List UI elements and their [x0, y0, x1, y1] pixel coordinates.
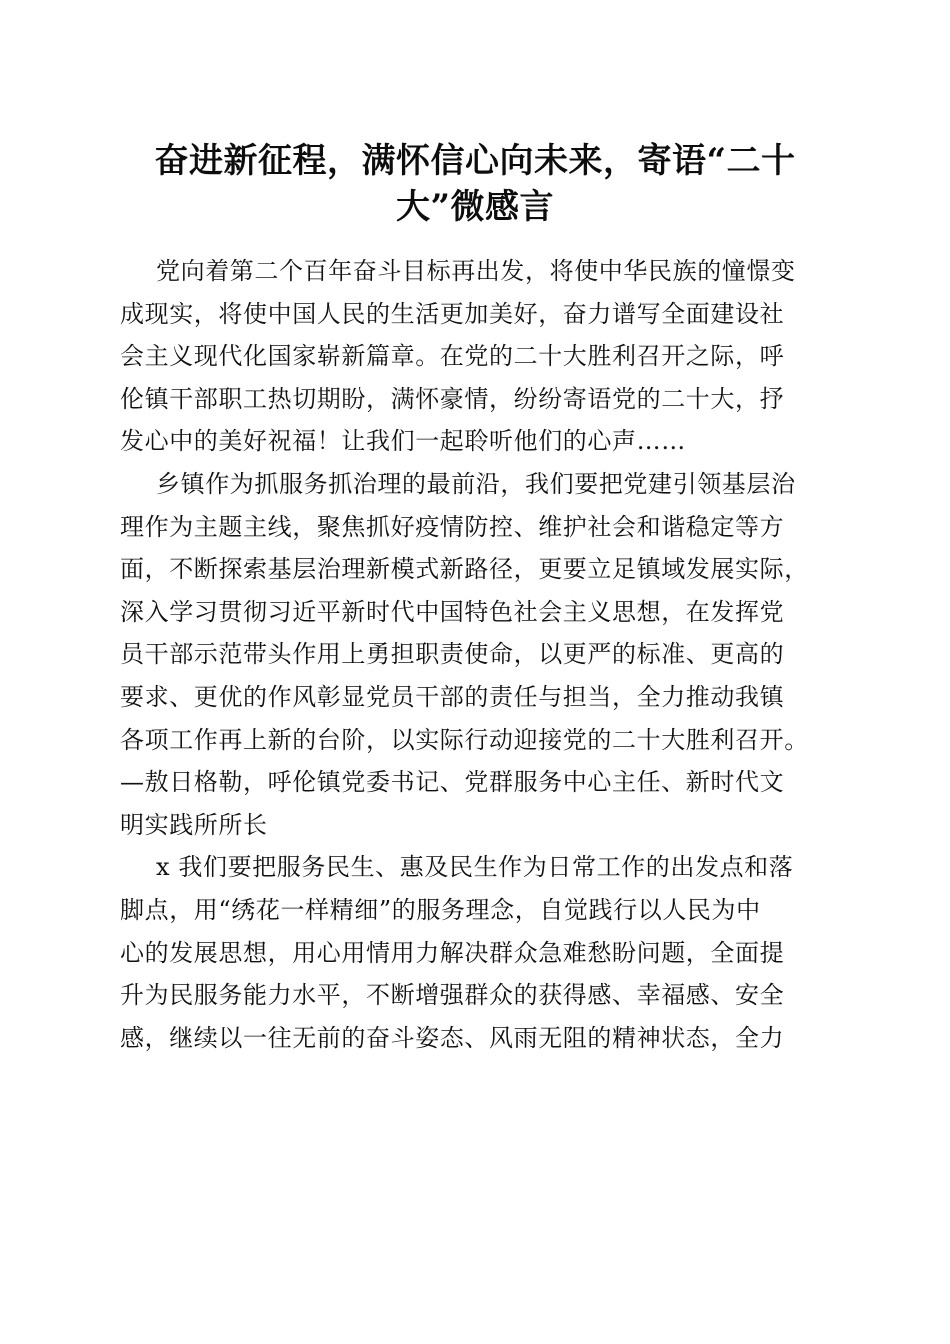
text-line: x 我们要把服务民生、惠及民生作为日常工作的出发点和落: [156, 853, 794, 882]
paragraph-quote-2: [120, 846, 832, 1059]
text-line: 各项工作再上新的台阶，以实际行动迎接党的二十大胜利召开。: [120, 725, 809, 754]
text-line: 理作为主题主线，聚焦抓好疫情防控、维护社会和谐稳定等方: [120, 512, 785, 541]
text-line: 深入学习贯彻习近平新时代中国特色社会主义思想，在发挥党: [120, 597, 785, 626]
paragraph-intro: [120, 250, 832, 463]
document-body: [120, 250, 832, 1059]
text-line: 心的发展思想，用心用情用力解决群众急难愁盼问题，全面提: [120, 938, 785, 967]
text-line: 员干部示范带头作用上勇担职责使命，以更严的标准、更高的: [120, 640, 785, 669]
text-line: 面，不断探索基层治理新模式新路径，更要立足镇域发展实际，: [120, 555, 809, 584]
attribution-line: 明实践所所长: [120, 810, 268, 839]
text-line: 成现实，将使中国人民的生活更加美好，奋力谱写全面建设社: [120, 299, 785, 328]
text-line: 乡镇作为抓服务抓治理的最前沿，我们要把党建引领基层治: [156, 469, 796, 498]
text-line: 党向着第二个百年奋斗目标再出发，将使中华民族的憧憬变: [156, 257, 796, 285]
paragraph-quote-1: [120, 463, 832, 846]
text-line: 脚点，用“绣花一样精细”的服务理念，自觉践行以人民为中: [120, 895, 761, 924]
text-line: 发心中的美好祝福！让我们一起聆听他们的心声……: [120, 427, 686, 456]
text-line: 会主义现代化国家崭新篇章。在党的二十大胜利召开之际，呼: [120, 342, 785, 371]
title-line: 奋进新征程，满怀信心向未来，寄语“二十: [154, 141, 796, 181]
text-line: 要求、更优的作风彰显党员干部的责任与担当，全力推动我镇: [120, 682, 785, 711]
text-line: 伦镇干部职工热切期盼，满怀豪情，纷纷寄语党的二十大，抒: [120, 384, 785, 413]
text-line: 升为民服务能力水平，不断增强群众的获得感、幸福感、安全: [120, 981, 785, 1010]
document-title: [110, 138, 840, 230]
attribution-line: —敖日格勒，呼伦镇党委书记、党群服务中心主任、新时代文: [120, 768, 785, 797]
title-line: 大”微感言: [395, 187, 555, 227]
text-line: 感，继续以一往无前的奋斗姿态、风雨无阻的精神状态，全力: [120, 1023, 785, 1052]
